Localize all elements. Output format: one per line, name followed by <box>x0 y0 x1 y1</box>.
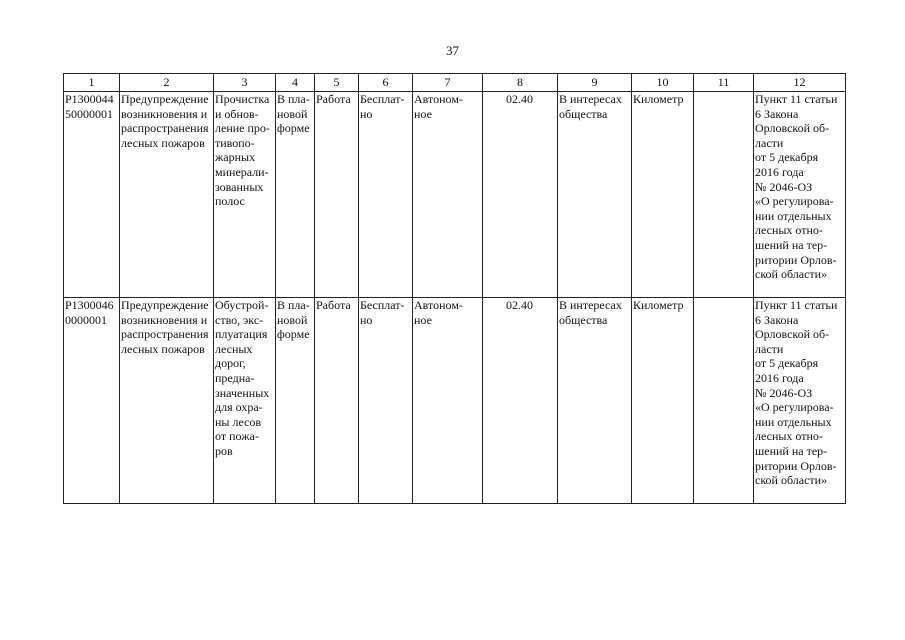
cell-basis: Пункт 11 статьи 6 Закона Орловской об- ласти от 5 декабря 2016 года № 2046-ОЗ «О регулирова- нии отдельных лесных отно- шений на тер- ритории Орлов- ской области» <box>754 92 846 298</box>
cell-payment: Бесплат- но <box>359 92 413 298</box>
cell-name: Предупреждение возникновения и распространения лесных пожаров <box>120 92 214 298</box>
column-header: 3 <box>214 74 276 92</box>
column-header: 10 <box>632 74 694 92</box>
cell-type: Работа <box>315 92 359 298</box>
page-number: 37 <box>446 43 459 58</box>
cell-content: Обустрой- ство, экс- плуатация лесных дорог, предна- значенных для охра- ны лесов от пожа- ров <box>214 298 276 504</box>
cell-form: В пла- новой форме <box>276 298 315 504</box>
cell-payment: Бесплат- но <box>359 298 413 504</box>
column-header: 11 <box>694 74 754 92</box>
cell-code: Р1300044 50000001 <box>64 92 120 298</box>
cell-col11 <box>694 298 754 504</box>
cell-unit: Километр <box>632 298 694 504</box>
cell-code: Р1300046 0000001 <box>64 298 120 504</box>
column-header: 4 <box>276 74 315 92</box>
cell-interests: В интересах общества <box>558 92 632 298</box>
cell-name: Предупреждение возникновения и распространения лесных пожаров <box>120 298 214 504</box>
column-header: 8 <box>483 74 558 92</box>
table-row <box>64 298 846 504</box>
column-header: 12 <box>754 74 846 92</box>
cell-institution: Автоном- ное <box>413 92 483 298</box>
cell-form: В пла- новой форме <box>276 92 315 298</box>
cell-col11 <box>694 92 754 298</box>
column-header: 5 <box>315 74 359 92</box>
cell-okved: 02.40 <box>483 92 558 298</box>
column-header: 2 <box>120 74 214 92</box>
registry-table <box>63 73 846 504</box>
cell-okved: 02.40 <box>483 298 558 504</box>
cell-basis: Пункт 11 статьи 6 Закона Орловской об- ласти от 5 декабря 2016 года № 2046-ОЗ «О регулирова- нии отдельных лесных отно- шений на тер- ритории Орлов- ской области» <box>754 298 846 504</box>
table-row <box>64 92 846 298</box>
column-header: 1 <box>64 74 120 92</box>
cell-content: Прочистка и обнов- ление про- тивопо- жарных минерали- зованных полос <box>214 92 276 298</box>
column-header: 7 <box>413 74 483 92</box>
column-header: 6 <box>359 74 413 92</box>
column-header: 9 <box>558 74 632 92</box>
header-row <box>64 74 846 92</box>
cell-unit: Километр <box>632 92 694 298</box>
cell-type: Работа <box>315 298 359 504</box>
cell-interests: В интересах общества <box>558 298 632 504</box>
cell-institution: Автоном- ное <box>413 298 483 504</box>
